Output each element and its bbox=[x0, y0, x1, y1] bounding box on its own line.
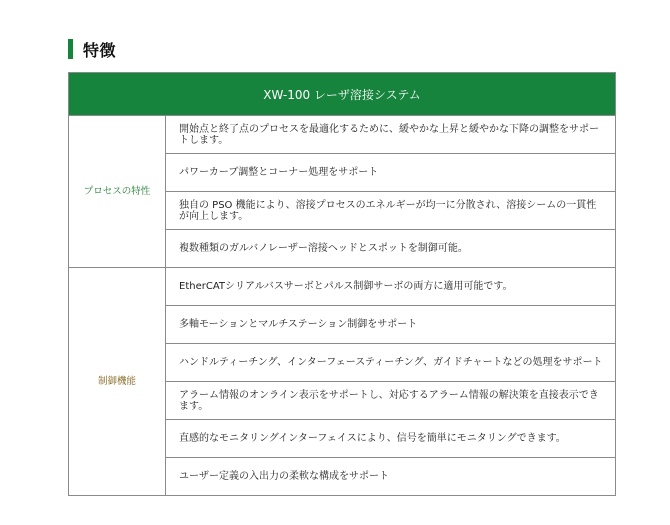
category-cell-process: プロセスの特性 bbox=[69, 116, 166, 268]
feature-item: パワーカーブ調整とコーナー処理をサポート bbox=[166, 154, 616, 192]
feature-item: ユーザー定義の入出力の柔軟な構成をサポート bbox=[166, 458, 616, 496]
table-title-row bbox=[69, 73, 616, 116]
page-title: 特徴 bbox=[83, 40, 117, 60]
feature-item: EtherCATシリアルバスサーボとパルス制御サーボの両方に適用可能です。 bbox=[166, 268, 616, 306]
feature-item: ハンドルティーチング、インターフェースティーチング、ガイドチャートなどの処理をサポート bbox=[166, 344, 616, 382]
category-cell-control: 制御機能 bbox=[69, 268, 166, 496]
table-title: XW-100 レーザ溶接システム bbox=[69, 73, 616, 116]
feature-table bbox=[68, 72, 616, 496]
feature-item: 直感的なモニタリングインターフェイスにより、信号を簡単にモニタリングできます。 bbox=[166, 420, 616, 458]
feature-item: 独自の PSO 機能により、溶接プロセスのエネルギーが均一に分散され、溶接シームの一貫性が向上します。 bbox=[166, 192, 616, 230]
feature-item: アラーム情報のオンライン表示をサポートし、対応するアラーム情報の解決策を直接表示できます。 bbox=[166, 382, 616, 420]
table-row bbox=[69, 268, 616, 306]
feature-item: 開始点と終了点のプロセスを最適化するために、緩やかな上昇と緩やかな下降の調整をサポートします。 bbox=[166, 116, 616, 154]
feature-item: 複数種類のガルバノレーザー溶接ヘッドとスポットを制御可能。 bbox=[166, 230, 616, 268]
feature-item: 多軸モーションとマルチステーション制御をサポート bbox=[166, 306, 616, 344]
section-heading bbox=[68, 38, 116, 60]
table-row bbox=[69, 116, 616, 154]
heading-accent-bar bbox=[68, 39, 73, 59]
